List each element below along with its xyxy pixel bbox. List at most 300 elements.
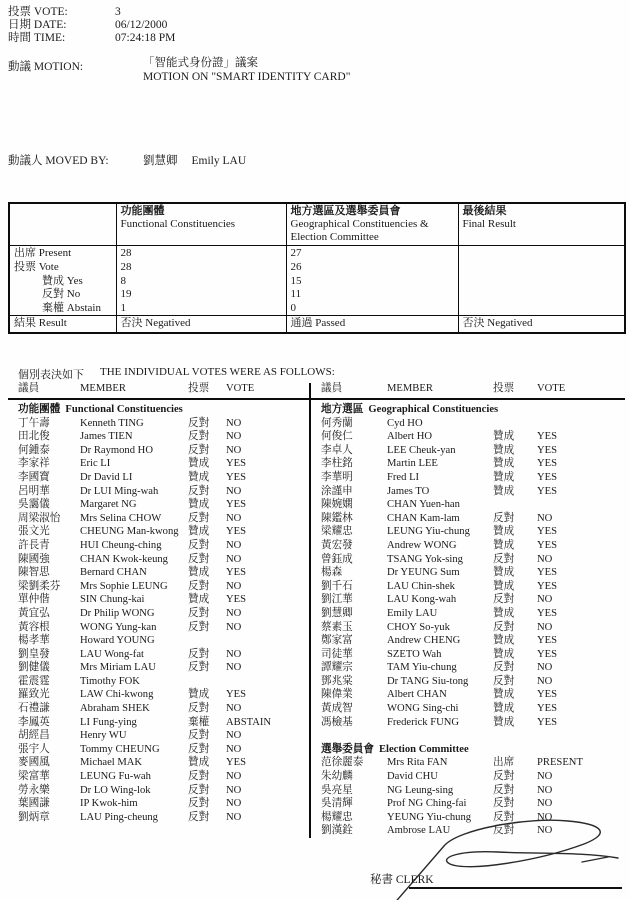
individual-votes-table (8, 383, 625, 838)
member-vote-cn: 反對 (188, 431, 210, 443)
member-vote-cn: 贊成 (493, 635, 515, 647)
member-vote-row (311, 621, 625, 635)
summary-col-geographical: 地方選區及選舉委員會 Geographical Constituencies & Election Committee (286, 203, 458, 246)
column-header-row (311, 383, 625, 400)
member-vote-cn: 反對 (493, 594, 515, 606)
member-name-en: Kenneth TING (80, 417, 144, 429)
member-vote-en: YES (537, 431, 558, 443)
summary-cell: 26 (286, 260, 458, 274)
header-vote-en: VOTE (226, 383, 255, 394)
member-vote-cn: 贊成 (493, 567, 515, 579)
member-vote-en: NO (537, 553, 553, 565)
member-name-cn: 吳亮星 (321, 784, 353, 796)
member-vote-en: NO (226, 648, 242, 660)
member-name-cn: 李家祥 (18, 458, 50, 470)
summary-cell: 通過 Passed (286, 315, 458, 333)
member-vote-row (8, 553, 309, 567)
member-vote-row (8, 621, 309, 635)
member-vote-en: NO (226, 485, 242, 497)
member-name-cn: 鄧兆棠 (321, 675, 353, 687)
summary-row (9, 246, 625, 260)
member-vote-en: NO (226, 580, 242, 592)
clerk-signature-line (409, 887, 622, 889)
member-name-cn: 李華明 (321, 471, 353, 483)
member-name-en: CHAN Kam-lam (387, 512, 460, 524)
member-vote-row (8, 770, 309, 784)
member-vote-row (311, 498, 625, 512)
member-name-en: Frederick FUNG (387, 716, 460, 728)
member-vote-cn: 反對 (493, 675, 515, 687)
motion-text (143, 57, 350, 84)
summary-row (9, 287, 625, 301)
member-name-cn: 劉炳章 (18, 811, 50, 823)
member-vote-cn: 反對 (188, 553, 210, 565)
member-vote-en: NO (537, 784, 553, 796)
member-vote-en: NO (537, 594, 553, 606)
time-row (8, 32, 175, 45)
member-vote-en: YES (537, 485, 558, 497)
member-vote-row (311, 797, 625, 811)
member-vote-cn (493, 498, 537, 512)
member-vote-row (311, 485, 625, 499)
member-vote-row (311, 430, 625, 444)
member-name-en: Dr LO Wing-lok (80, 784, 151, 796)
member-name-cn: 何鍾泰 (18, 444, 50, 456)
member-vote-en: NO (226, 703, 242, 715)
member-vote-row (8, 593, 309, 607)
member-name-en: NG Leung-sing (387, 784, 454, 796)
member-vote-en: NO (226, 621, 242, 633)
member-vote-en: YES (537, 444, 558, 456)
member-vote-cn: 贊成 (493, 716, 515, 728)
member-vote-cn: 反對 (188, 811, 210, 823)
summary-cell: 27 (286, 246, 458, 260)
member-name-en: Tommy CHEUNG (80, 743, 160, 755)
member-name-en: CHOY So-yuk (387, 621, 450, 633)
member-vote-cn: 反對 (188, 771, 210, 783)
member-vote-row (8, 716, 309, 730)
member-vote-en: NO (226, 811, 242, 823)
member-name-en: Dr LUI Ming-wah (80, 485, 159, 497)
section-title-en: Functional Constituencies (65, 404, 183, 415)
member-vote-en: NO (226, 539, 242, 551)
section-title-en: Election Committee (378, 743, 469, 755)
member-vote-row (311, 770, 625, 784)
member-vote-cn: 棄權 (188, 716, 210, 728)
member-vote-en: YES (226, 594, 247, 606)
vote-number-row (8, 6, 121, 19)
member-vote-row (8, 634, 309, 648)
member-vote-cn: 贊成 (493, 431, 515, 443)
member-vote-row (311, 716, 625, 730)
member-name-en: Fred LI (387, 471, 420, 483)
member-vote-en: PRESENT (537, 757, 583, 769)
member-name-cn: 鄭家富 (321, 635, 353, 647)
member-vote-cn: 反對 (493, 662, 515, 674)
member-name-cn: 許長青 (18, 539, 50, 551)
member-vote-row (311, 634, 625, 648)
member-vote-row (8, 430, 309, 444)
member-name-en: Mrs Rita FAN (387, 757, 448, 769)
section-title-cn: 選舉委員會 (321, 743, 374, 755)
header-member-en: MEMBER (80, 383, 126, 394)
member-vote-cn: 反對 (493, 798, 515, 810)
member-vote-row (8, 539, 309, 553)
member-name-cn: 楊孝華 (18, 635, 50, 647)
header-vote-cn: 投票 (493, 383, 515, 394)
summary-cell: 0 (286, 301, 458, 315)
header-vote-en: VOTE (537, 383, 566, 394)
member-vote-row (311, 525, 625, 539)
member-vote-cn: 反對 (188, 730, 210, 742)
member-name-en: Dr TANG Siu-tong (387, 675, 469, 687)
member-name-cn: 范徐麗泰 (321, 757, 364, 769)
member-name-cn: 李鳳英 (18, 716, 50, 728)
member-vote-row (311, 593, 625, 607)
member-name-en: Mrs Miriam LAU (80, 662, 156, 674)
summary-cell (458, 260, 625, 274)
member-vote-row (311, 417, 625, 431)
member-vote-cn: 反對 (188, 648, 210, 660)
member-vote-en: NO (537, 675, 553, 687)
vote-summary-table (8, 202, 626, 334)
member-vote-cn: 反對 (493, 811, 515, 823)
member-vote-cn: 贊成 (188, 689, 210, 701)
member-vote-cn: 贊成 (188, 458, 210, 470)
member-vote-en: YES (226, 458, 247, 470)
member-name-cn: 麥國風 (18, 757, 50, 769)
member-vote-row (8, 457, 309, 471)
vote-number-label: 投票 VOTE: (8, 6, 68, 18)
member-vote-row (8, 729, 309, 743)
summary-corner-cell (9, 203, 116, 246)
member-vote-en: YES (226, 471, 247, 483)
summary-cell: 28 (116, 246, 286, 260)
member-name-en: Ambrose LAU (387, 825, 451, 837)
member-vote-cn: 反對 (188, 621, 210, 633)
member-name-en: Albert CHAN (387, 689, 447, 701)
member-vote-en: NO (226, 512, 242, 524)
member-name-cn: 李卓人 (321, 444, 353, 456)
member-name-en: Andrew WONG (387, 539, 457, 551)
member-vote-en: YES (226, 567, 247, 579)
member-vote-en: NO (537, 811, 553, 823)
member-name-cn: 蔡素玉 (321, 621, 353, 633)
member-name-en: Margaret NG (80, 499, 137, 511)
member-vote-row (311, 512, 625, 526)
summary-cell: 否決 Negatived (458, 315, 625, 333)
member-name-en: SIN Chung-kai (80, 594, 145, 606)
member-name-cn: 劉江華 (321, 594, 353, 606)
member-vote-cn: 反對 (188, 539, 210, 551)
member-vote-en: YES (537, 703, 558, 715)
member-vote-row (311, 607, 625, 621)
member-name-cn: 周梁淑怡 (18, 512, 61, 524)
member-name-cn: 陳國強 (18, 553, 50, 565)
member-name-cn: 劉慧卿 (321, 607, 353, 619)
member-name-en: Mrs Selina CHOW (80, 512, 162, 524)
vote-number-value: 3 (115, 6, 121, 18)
member-name-cn: 陳偉業 (321, 689, 353, 701)
summary-cell: 19 (116, 287, 286, 301)
member-name-en: Mrs Sophie LEUNG (80, 580, 168, 592)
member-name-cn: 黃容根 (18, 621, 50, 633)
member-name-en: SZETO Wah (387, 648, 442, 660)
member-vote-row (311, 675, 625, 689)
member-vote-cn (188, 675, 226, 689)
summary-row-label: 棄權 Abstain (42, 302, 101, 315)
member-vote-en: YES (537, 471, 558, 483)
member-vote-cn: 贊成 (493, 607, 515, 619)
member-vote-en: NO (226, 607, 242, 619)
member-vote-cn: 反對 (188, 798, 210, 810)
individual-votes-right-column (309, 383, 625, 838)
member-vote-en: YES (537, 635, 558, 647)
member-vote-cn: 贊成 (493, 471, 515, 483)
member-vote-en: YES (537, 689, 558, 701)
member-vote-cn: 出席 (493, 757, 515, 769)
constituency-section-header (8, 403, 309, 417)
member-name-cn: 胡經昌 (18, 730, 50, 742)
member-name-cn: 陳鑑林 (321, 512, 353, 524)
member-vote-row (8, 607, 309, 621)
summary-cell (458, 287, 625, 301)
date-row (8, 19, 167, 32)
member-vote-en: NO (226, 730, 242, 742)
member-name-cn: 劉漢銓 (321, 825, 353, 837)
member-name-cn: 黃成智 (321, 703, 353, 715)
member-vote-cn: 贊成 (493, 458, 515, 470)
member-vote-en: YES (537, 580, 558, 592)
member-vote-row (311, 702, 625, 716)
member-name-en: LI Fung-ying (80, 716, 137, 728)
header-member-cn: 議員 (18, 383, 40, 394)
member-name-cn: 梁富華 (18, 771, 50, 783)
member-name-en: YEUNG Yiu-chung (387, 811, 472, 823)
member-vote-cn (493, 417, 537, 431)
member-vote-en (226, 634, 282, 648)
member-vote-cn: 贊成 (493, 648, 515, 660)
summary-row (9, 260, 625, 274)
member-vote-cn: 反對 (188, 607, 210, 619)
summary-cell (458, 246, 625, 260)
member-name-en: Dr David LI (80, 471, 133, 483)
member-vote-en: YES (537, 539, 558, 551)
member-vote-row (311, 457, 625, 471)
member-vote-row (311, 444, 625, 458)
member-vote-row (311, 756, 625, 770)
member-vote-cn: 贊成 (188, 594, 210, 606)
member-name-cn: 陳婉嫻 (321, 499, 353, 511)
section-title-cn: 地方選區 (321, 404, 364, 415)
member-name-cn: 譚耀宗 (321, 662, 353, 674)
member-name-en: Abraham SHEK (80, 703, 150, 715)
date-label: 日期 DATE: (8, 19, 67, 31)
member-vote-row (8, 661, 309, 675)
summary-cell: 8 (116, 274, 286, 288)
motion-text-en: MOTION ON "SMART IDENTITY CARD" (143, 70, 351, 83)
header-member-cn: 議員 (321, 383, 343, 394)
member-vote-cn: 贊成 (188, 526, 210, 538)
member-name-en: Henry WU (80, 730, 127, 742)
moved-by-value (143, 152, 246, 168)
member-vote-row (8, 743, 309, 757)
member-name-en: Dr Philip WONG (80, 607, 155, 619)
member-vote-en: YES (226, 526, 247, 538)
summary-row-label: 結果 Result (9, 315, 116, 333)
member-vote-en: NO (226, 784, 242, 796)
member-vote-en: NO (226, 743, 242, 755)
member-name-en: WONG Sing-chi (387, 703, 459, 715)
member-vote-cn: 反對 (188, 485, 210, 497)
individual-votes-title-cn: 個別表決如下 (18, 369, 84, 381)
member-vote-row (311, 566, 625, 580)
member-vote-en: NO (226, 553, 242, 565)
member-name-en: Andrew CHENG (387, 635, 461, 647)
member-name-cn: 勞永樂 (18, 784, 50, 796)
summary-row (9, 274, 625, 288)
member-name-cn: 李柱銘 (321, 458, 353, 470)
member-vote-cn: 贊成 (188, 471, 210, 483)
summary-row-label: 投票 Vote (14, 260, 59, 273)
member-vote-row (311, 648, 625, 662)
member-name-cn: 羅致光 (18, 689, 50, 701)
member-vote-row (8, 566, 309, 580)
member-name-cn: 梁耀忠 (321, 526, 353, 538)
member-name-en: Bernard CHAN (80, 567, 147, 579)
member-name-en: LAW Chi-kwong (80, 689, 154, 701)
member-name-en: James TIEN (80, 431, 133, 443)
member-vote-row (8, 512, 309, 526)
member-name-cn: 張文光 (18, 526, 50, 538)
spacer-row (311, 729, 625, 743)
summary-row (9, 301, 625, 315)
member-name-en: LEE Cheuk-yan (387, 444, 456, 456)
member-vote-en (226, 675, 282, 689)
member-vote-cn: 贊成 (493, 526, 515, 538)
constituency-section-header (311, 743, 625, 757)
member-name-en: Dr Raymond HO (80, 444, 153, 456)
member-name-cn: 張宇人 (18, 743, 50, 755)
member-vote-en: NO (537, 825, 553, 837)
member-name-en: Cyd HO (387, 417, 423, 429)
member-name-cn: 黃宜弘 (18, 607, 50, 619)
member-vote-en: YES (537, 607, 558, 619)
member-name-cn: 吳靄儀 (18, 499, 50, 511)
member-name-en: Michael MAK (80, 757, 143, 769)
member-vote-cn: 反對 (188, 784, 210, 796)
summary-cell: 1 (116, 301, 286, 315)
member-name-cn: 丁午壽 (18, 417, 50, 429)
member-vote-row (311, 688, 625, 702)
member-name-cn: 涂謹申 (321, 485, 353, 497)
member-name-cn: 楊耀忠 (321, 811, 353, 823)
clerk-label: 秘書 CLERK (370, 874, 434, 886)
member-name-en: James TO (387, 485, 430, 497)
member-name-en: LAU Kong-wah (387, 594, 457, 606)
member-vote-row (8, 580, 309, 594)
member-vote-row (311, 471, 625, 485)
member-name-en: LAU Wong-fat (80, 648, 144, 660)
member-name-cn: 劉千石 (321, 580, 353, 592)
member-vote-en (537, 417, 593, 431)
member-name-en: HUI Cheung-ching (80, 539, 162, 551)
member-vote-en: NO (226, 771, 242, 783)
member-name-en: Howard YOUNG (80, 635, 155, 647)
member-name-en: LEUNG Fu-wah (80, 771, 151, 783)
member-vote-row (8, 811, 309, 825)
summary-row (9, 315, 625, 333)
member-vote-row (311, 580, 625, 594)
summary-cell: 否決 Negatived (116, 315, 286, 333)
member-name-cn: 單仲偕 (18, 594, 50, 606)
member-vote-row (8, 444, 309, 458)
member-vote-row (8, 417, 309, 431)
member-vote-row (8, 648, 309, 662)
member-vote-en: NO (537, 771, 553, 783)
member-name-en: Eric LI (80, 458, 111, 470)
section-title-en: Geographical Constituencies (368, 404, 499, 415)
member-vote-en: YES (537, 458, 558, 470)
member-vote-cn: 反對 (188, 580, 210, 592)
member-name-en: Emily LAU (387, 607, 438, 619)
mover-name-cn: 劉慧卿 (143, 155, 178, 167)
member-name-cn: 葉國謙 (18, 798, 50, 810)
member-name-cn: 霍震霆 (18, 675, 50, 687)
member-vote-cn: 反對 (493, 825, 515, 837)
member-name-cn: 陳智思 (18, 567, 50, 579)
summary-cell: 11 (286, 287, 458, 301)
member-name-cn: 田北俊 (18, 431, 50, 443)
member-vote-cn: 贊成 (493, 485, 515, 497)
mover-name-en: Emily LAU (191, 155, 247, 167)
summary-cell: 15 (286, 274, 458, 288)
summary-row-label: 出席 Present (14, 247, 72, 259)
individual-votes-left-column (8, 383, 309, 838)
member-name-cn: 劉皇發 (18, 648, 50, 660)
member-name-en: TSANG Yok-sing (387, 553, 463, 565)
member-vote-row (311, 553, 625, 567)
summary-row-label: 反對 No (42, 288, 81, 301)
member-name-en: CHAN Kwok-keung (80, 553, 168, 565)
member-vote-en: NO (226, 798, 242, 810)
member-name-cn: 黃宏發 (321, 539, 353, 551)
member-name-cn: 何秀蘭 (321, 417, 353, 429)
summary-col-functional: 功能團體 Functional Constituencies (116, 203, 286, 246)
member-name-en: IP Kwok-him (80, 798, 138, 810)
member-vote-row (8, 702, 309, 716)
member-vote-cn: 贊成 (493, 539, 515, 551)
summary-cell (458, 301, 625, 315)
member-name-en: Martin LEE (387, 458, 438, 470)
member-vote-cn: 反對 (493, 553, 515, 565)
member-name-cn: 司徒華 (321, 648, 353, 660)
member-vote-en: NO (537, 662, 553, 674)
member-name-cn: 梁劉柔芬 (18, 580, 61, 592)
member-vote-cn: 反對 (493, 621, 515, 633)
member-name-en: Prof NG Ching-fai (387, 798, 467, 810)
member-name-cn: 馮檢基 (321, 716, 353, 728)
member-name-en: LEUNG Yiu-chung (387, 526, 470, 538)
member-vote-en: YES (226, 499, 247, 511)
member-name-cn: 吳清輝 (321, 798, 353, 810)
member-name-en: TAM Yiu-chung (387, 662, 457, 674)
member-name-cn: 朱幼麟 (321, 771, 353, 783)
member-vote-en: NO (226, 444, 242, 456)
member-vote-en (537, 498, 593, 512)
member-vote-en: YES (537, 526, 558, 538)
member-vote-en: NO (537, 798, 553, 810)
